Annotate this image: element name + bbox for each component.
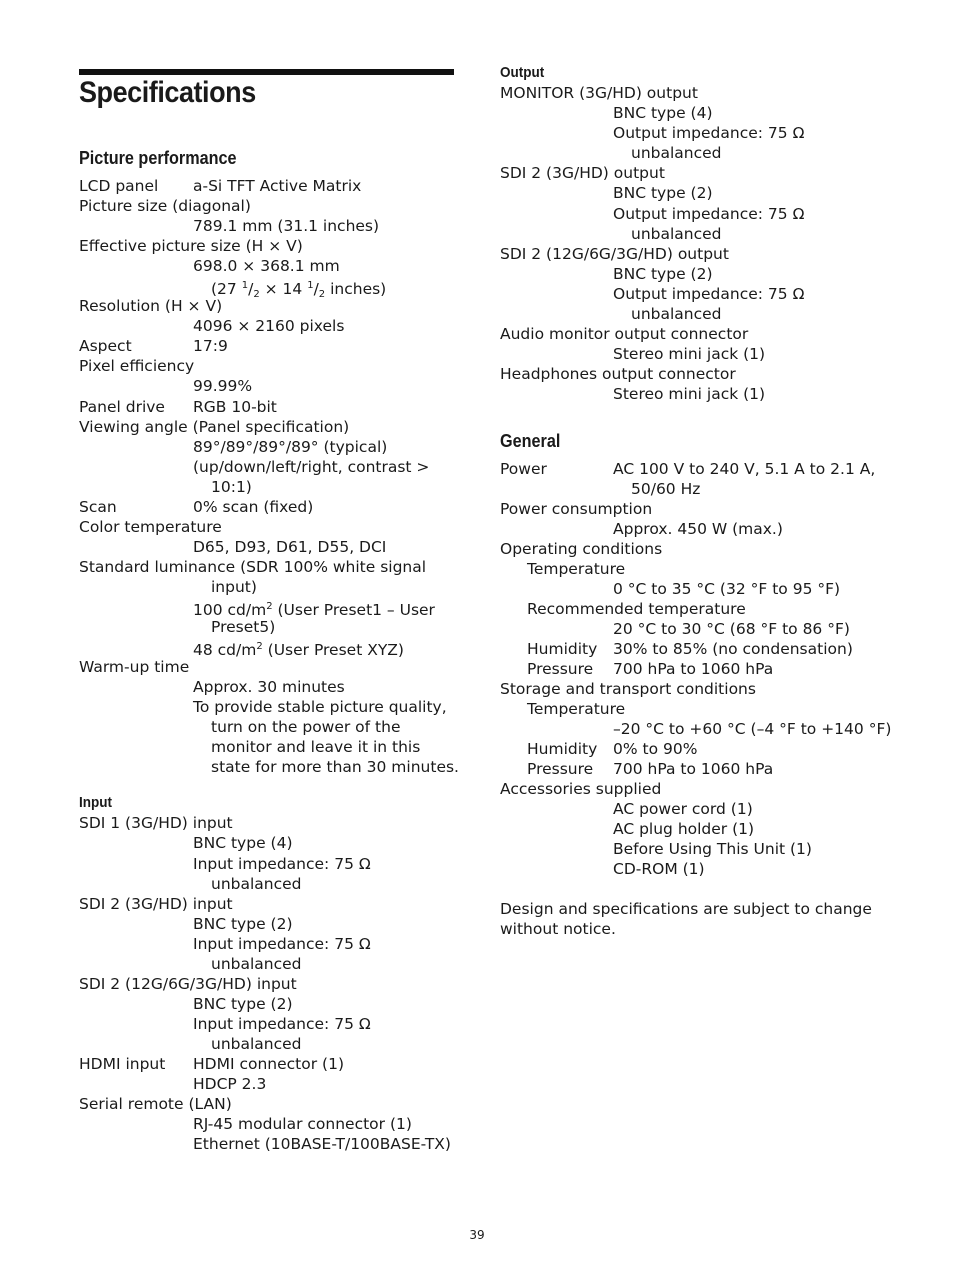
sdi2-12g-unbalanced: unbalanced: [211, 1035, 302, 1053]
color-temperature-value: D65, D93, D61, D55, DCI: [193, 538, 387, 556]
luminance-label: Standard luminance (SDR 100% white signal: [79, 558, 427, 576]
sdi2-12g-output-impedance: Output impedance: 75 Ω: [613, 285, 805, 303]
warm-up-note-3: monitor and leave it in this: [211, 738, 421, 756]
sdi2-input-label: SDI 2 (3G/HD) input: [79, 895, 233, 913]
sdi1-unbalanced: unbalanced: [211, 875, 302, 893]
warm-up-note-4: state for more than 30 minutes.: [211, 758, 459, 776]
serial-rj45: RJ-45 modular connector (1): [193, 1115, 412, 1133]
effective-size-value: 698.0 × 368.1 mm: [193, 257, 340, 275]
lcd-panel-value: a-Si TFT Active Matrix: [193, 177, 362, 195]
audio-output-value: Stereo mini jack (1): [613, 345, 766, 363]
power-value: AC 100 V to 240 V, 5.1 A to 2.1 A,: [613, 460, 876, 478]
hdmi-input-label: HDMI input: [79, 1055, 166, 1073]
sdi1-bnc: BNC type (4): [193, 834, 293, 852]
power-label: Power: [500, 460, 547, 478]
effective-size-inches: (27 $^1/_2 \times 14$ $^1/_2$ inches): [211, 280, 387, 300]
viewing-angle-label: Viewing angle (Panel specification): [79, 418, 350, 436]
sdi2-bnc: BNC type (2): [193, 915, 293, 933]
hdmi-input-value: HDMI connector (1): [193, 1055, 344, 1073]
accessory-item: Before Using This Unit (1): [613, 840, 812, 858]
resolution-label: Resolution (H × V): [79, 297, 223, 315]
scan-label: Scan: [79, 498, 117, 516]
warm-up-note: To provide stable picture quality,: [193, 698, 447, 716]
storage-temperature-value: –20 °C to +60 °C (–4 °F to +140 °F): [613, 720, 892, 738]
headphones-output-label: Headphones output connector: [500, 365, 736, 383]
page-title: Specifications: [79, 76, 256, 109]
warm-up-label: Warm-up time: [79, 658, 190, 676]
luminance-value-1: 100 $cd/m^2$ (User Preset1 – User: [193, 601, 435, 619]
pixel-efficiency-label: Pixel efficiency: [79, 357, 195, 375]
sdi2-12g-output-label: SDI 2 (12G/6G/3G/HD) output: [500, 245, 729, 263]
power-value-cont: 50/60 Hz: [631, 480, 701, 498]
operating-humidity-value: 30% to 85% (no condensation): [613, 640, 853, 658]
viewing-angle-value: 89°/89°/89°/89° (typical): [193, 438, 388, 456]
storage-temperature-label: Temperature: [527, 700, 626, 718]
monitor-output-label: MONITOR (3G/HD) output: [500, 84, 698, 102]
operating-humidity-label: Humidity: [527, 640, 598, 658]
sdi1-input-label: SDI 1 (3G/HD) input: [79, 814, 233, 832]
color-temperature-label: Color temperature: [79, 518, 222, 536]
storage-conditions-label: Storage and transport conditions: [500, 680, 756, 698]
operating-pressure-label: Pressure: [527, 660, 594, 678]
picture-size-value: 789.1 mm (31.1 inches): [193, 217, 380, 235]
luminance-value-2: 48 $cd/m^2$ (User Preset XYZ): [193, 641, 404, 659]
panel-drive-label: Panel drive: [79, 398, 165, 416]
sdi2-12g-output-bnc: BNC type (2): [613, 265, 713, 283]
resolution-value: 4096 × 2160 pixels: [193, 317, 345, 335]
warm-up-value: Approx. 30 minutes: [193, 678, 345, 696]
operating-temperature-value: 0 °C to 35 °C (32 °F to 95 °F): [613, 580, 841, 598]
pixel-efficiency-value: 99.99%: [193, 377, 253, 395]
effective-size-label: Effective picture size (H × V): [79, 237, 303, 255]
viewing-angle-note-cont: 10:1): [211, 478, 252, 496]
storage-humidity-label: Humidity: [527, 740, 598, 758]
monitor-output-unbalanced: unbalanced: [631, 144, 722, 162]
change-notice-cont: without notice.: [500, 920, 616, 938]
sdi2-output-unbalanced: unbalanced: [631, 225, 722, 243]
aspect-value: 17:9: [193, 337, 228, 355]
accessory-item: AC power cord (1): [613, 800, 753, 818]
audio-output-label: Audio monitor output connector: [500, 325, 749, 343]
picture-performance-heading: Picture performance: [79, 148, 237, 168]
lcd-panel-label: LCD panel: [79, 177, 159, 195]
sdi2-12g-impedance: Input impedance: 75 Ω: [193, 1015, 371, 1033]
accessory-item: AC plug holder (1): [613, 820, 755, 838]
operating-conditions-label: Operating conditions: [500, 540, 663, 558]
sdi2-unbalanced: unbalanced: [211, 955, 302, 973]
aspect-label: Aspect: [79, 337, 132, 355]
power-consumption-label: Power consumption: [500, 500, 653, 518]
sdi2-output-bnc: BNC type (2): [613, 184, 713, 202]
sdi2-output-label: SDI 2 (3G/HD) output: [500, 164, 665, 182]
sdi2-12g-output-unbalanced: unbalanced: [631, 305, 722, 323]
luminance-value-1-cont: Preset5): [211, 618, 276, 636]
sdi1-impedance: Input impedance: 75 Ω: [193, 855, 371, 873]
luminance-label-cont: input): [211, 578, 257, 596]
scan-value: 0% scan (fixed): [193, 498, 314, 516]
title-rule: [79, 69, 454, 75]
storage-pressure-value: 700 hPa to 1060 hPa: [613, 760, 774, 778]
accessories-label: Accessories supplied: [500, 780, 662, 798]
operating-pressure-value: 700 hPa to 1060 hPa: [613, 660, 774, 678]
sdi2-output-impedance: Output impedance: 75 Ω: [613, 205, 805, 223]
operating-temperature-label: Temperature: [527, 560, 626, 578]
input-heading: Input: [79, 794, 112, 811]
power-consumption-value: Approx. 450 W (max.): [613, 520, 783, 538]
viewing-angle-note: (up/down/left/right, contrast >: [193, 458, 430, 476]
monitor-output-bnc: BNC type (4): [613, 104, 713, 122]
storage-pressure-label: Pressure: [527, 760, 594, 778]
sdi2-impedance: Input impedance: 75 Ω: [193, 935, 371, 953]
panel-drive-value: RGB 10-bit: [193, 398, 277, 416]
monitor-output-impedance: Output impedance: 75 Ω: [613, 124, 805, 142]
page-number: 39: [469, 1228, 485, 1242]
serial-remote-label: Serial remote (LAN): [79, 1095, 232, 1113]
output-heading: Output: [500, 64, 545, 81]
sdi2-12g-bnc: BNC type (2): [193, 995, 293, 1013]
sdi2-12g-input-label: SDI 2 (12G/6G/3G/HD) input: [79, 975, 297, 993]
warm-up-note-2: turn on the power of the: [211, 718, 401, 736]
serial-ethernet: Ethernet (10BASE-T/100BASE-TX): [193, 1135, 451, 1153]
general-heading: General: [500, 431, 561, 451]
headphones-output-value: Stereo mini jack (1): [613, 385, 766, 403]
picture-size-label: Picture size (diagonal): [79, 197, 251, 215]
storage-humidity-value: 0% to 90%: [613, 740, 698, 758]
change-notice: Design and specifications are subject to change: [500, 900, 872, 918]
hdcp-value: HDCP 2.3: [193, 1075, 267, 1093]
accessory-item: CD-ROM (1): [613, 860, 705, 878]
recommended-temperature-label: Recommended temperature: [527, 600, 746, 618]
recommended-temperature-value: 20 °C to 30 °C (68 °F to 86 °F): [613, 620, 850, 638]
